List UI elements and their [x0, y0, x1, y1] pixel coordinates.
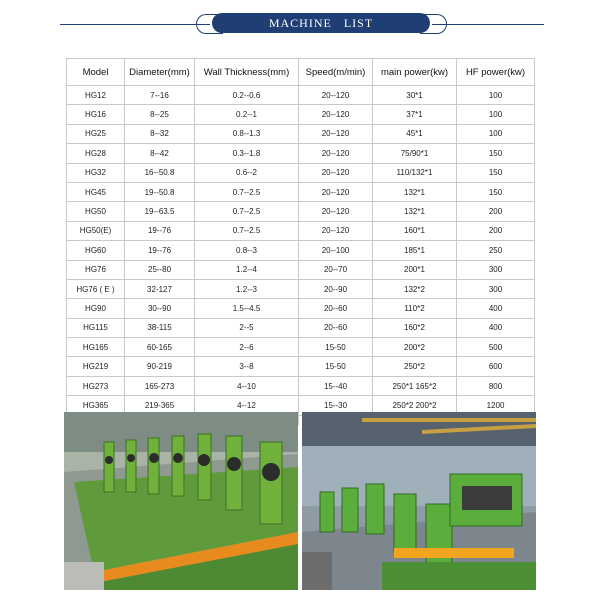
cell-hf-power: 600 — [457, 357, 535, 376]
cell-speed: 20--120 — [299, 124, 373, 143]
cell-diameter: 32-127 — [125, 279, 195, 298]
cell-wall-thickness: 0.2--0.6 — [195, 86, 299, 105]
cell-diameter: 16--50.8 — [125, 163, 195, 182]
col-header-model: Model — [67, 59, 125, 86]
mill-illustration-left — [64, 412, 298, 590]
col-header-hf-power: HF power(kw) — [457, 59, 535, 86]
cell-hf-power: 400 — [457, 318, 535, 337]
cell-hf-power: 150 — [457, 144, 535, 163]
cell-main-power: 30*1 — [373, 86, 457, 105]
table-row — [67, 182, 535, 201]
cell-wall-thickness: 0.7--2.5 — [195, 202, 299, 221]
cell-speed: 20--70 — [299, 260, 373, 279]
cell-diameter: 7--16 — [125, 86, 195, 105]
cell-speed: 20--120 — [299, 182, 373, 201]
cell-speed: 20--120 — [299, 163, 373, 182]
cell-model: HG32 — [67, 163, 125, 182]
cell-main-power: 132*2 — [373, 279, 457, 298]
table-header-row — [67, 59, 535, 86]
cell-diameter: 8--32 — [125, 124, 195, 143]
cell-model: HG76 — [67, 260, 125, 279]
cell-model: HG219 — [67, 357, 125, 376]
cell-speed: 20--120 — [299, 144, 373, 163]
cell-model: HG25 — [67, 124, 125, 143]
mill-photo-right — [302, 412, 536, 590]
table-row — [67, 86, 535, 105]
cell-wall-thickness: 0.6--2 — [195, 163, 299, 182]
cell-model: HG50(E) — [67, 221, 125, 240]
cell-speed: 20--120 — [299, 221, 373, 240]
cell-wall-thickness: 0.3--1.8 — [195, 144, 299, 163]
cell-speed: 15--30 — [299, 396, 373, 415]
cell-hf-power: 500 — [457, 338, 535, 357]
cell-speed: 15-50 — [299, 338, 373, 357]
cell-wall-thickness: 0.8--1.3 — [195, 124, 299, 143]
header-rule-right — [432, 24, 544, 25]
cell-main-power: 250*2 — [373, 357, 457, 376]
cell-model: HG165 — [67, 338, 125, 357]
cell-wall-thickness: 0.7--2.5 — [195, 182, 299, 201]
cell-main-power: 37*1 — [373, 105, 457, 124]
cell-wall-thickness: 0.2--1 — [195, 105, 299, 124]
cell-diameter: 19--76 — [125, 221, 195, 240]
cell-speed: 15-50 — [299, 357, 373, 376]
table-row — [67, 357, 535, 376]
cell-model: HG76 ( E ) — [67, 279, 125, 298]
cell-wall-thickness: 4--12 — [195, 396, 299, 415]
table-row — [67, 105, 535, 124]
cell-hf-power: 1200 — [457, 396, 535, 415]
cell-main-power: 45*1 — [373, 124, 457, 143]
cell-model: HG28 — [67, 144, 125, 163]
cell-hf-power: 400 — [457, 299, 535, 318]
cell-diameter: 19--50.8 — [125, 182, 195, 201]
cell-wall-thickness: 0.7--2.5 — [195, 221, 299, 240]
cell-main-power: 250*2 200*2 — [373, 396, 457, 415]
cell-diameter: 219-365 — [125, 396, 195, 415]
cell-model: HG273 — [67, 376, 125, 395]
cell-main-power: 200*1 — [373, 260, 457, 279]
cell-wall-thickness: 4--10 — [195, 376, 299, 395]
table-row — [67, 260, 535, 279]
cell-model: HG45 — [67, 182, 125, 201]
page-title: MACHINE LIST — [212, 13, 430, 33]
cell-main-power: 200*2 — [373, 338, 457, 357]
header-rule-left — [60, 24, 210, 25]
cell-model: HG60 — [67, 241, 125, 260]
cell-main-power: 160*2 — [373, 318, 457, 337]
cell-diameter: 19--63.5 — [125, 202, 195, 221]
cell-diameter: 25--80 — [125, 260, 195, 279]
cell-hf-power: 300 — [457, 260, 535, 279]
cell-wall-thickness: 2--5 — [195, 318, 299, 337]
cell-model: HG50 — [67, 202, 125, 221]
cell-model: HG12 — [67, 86, 125, 105]
cell-main-power: 110*2 — [373, 299, 457, 318]
mill-photo-left — [64, 412, 298, 590]
cell-diameter: 60-165 — [125, 338, 195, 357]
table-row — [67, 221, 535, 240]
cell-diameter: 19--76 — [125, 241, 195, 260]
cell-hf-power: 250 — [457, 241, 535, 260]
table-row — [67, 202, 535, 221]
table-body — [67, 86, 535, 425]
table-row — [67, 299, 535, 318]
cell-main-power: 132*1 — [373, 182, 457, 201]
cell-speed: 20--90 — [299, 279, 373, 298]
cell-model: HG115 — [67, 318, 125, 337]
cell-diameter: 165-273 — [125, 376, 195, 395]
cell-main-power: 110/132*1 — [373, 163, 457, 182]
cell-hf-power: 200 — [457, 202, 535, 221]
cell-model: HG16 — [67, 105, 125, 124]
cell-diameter: 30--90 — [125, 299, 195, 318]
cell-diameter: 38-115 — [125, 318, 195, 337]
cell-wall-thickness: 2--6 — [195, 338, 299, 357]
cell-hf-power: 800 — [457, 376, 535, 395]
cell-model: HG90 — [67, 299, 125, 318]
cell-wall-thickness: 0.8--3 — [195, 241, 299, 260]
col-header-speed: Speed(m/min) — [299, 59, 373, 86]
table-row — [67, 241, 535, 260]
cell-hf-power: 150 — [457, 182, 535, 201]
cell-speed: 20--100 — [299, 241, 373, 260]
cell-wall-thickness: 3--8 — [195, 357, 299, 376]
cell-diameter: 8--42 — [125, 144, 195, 163]
cell-speed: 15--40 — [299, 376, 373, 395]
cell-hf-power: 100 — [457, 105, 535, 124]
table-row — [67, 163, 535, 182]
cell-main-power: 132*1 — [373, 202, 457, 221]
cell-wall-thickness: 1.2--3 — [195, 279, 299, 298]
cell-wall-thickness: 1.5--4.5 — [195, 299, 299, 318]
cell-speed: 20--120 — [299, 105, 373, 124]
table-row — [67, 376, 535, 395]
cell-model: HG365 — [67, 396, 125, 415]
cell-main-power: 160*1 — [373, 221, 457, 240]
col-header-wall-thickness: Wall Thickness(mm) — [195, 59, 299, 86]
cell-hf-power: 200 — [457, 221, 535, 240]
cell-diameter: 90-219 — [125, 357, 195, 376]
cell-speed: 20--60 — [299, 299, 373, 318]
cell-hf-power: 150 — [457, 163, 535, 182]
cell-speed: 20--120 — [299, 86, 373, 105]
cell-main-power: 185*1 — [373, 241, 457, 260]
cell-main-power: 75/90*1 — [373, 144, 457, 163]
cell-hf-power: 100 — [457, 124, 535, 143]
table-row — [67, 338, 535, 357]
cell-main-power: 250*1 165*2 — [373, 376, 457, 395]
cell-hf-power: 100 — [457, 86, 535, 105]
table-row — [67, 124, 535, 143]
machine-spec-table — [66, 58, 535, 425]
mill-illustration-right — [302, 412, 536, 590]
table-row — [67, 318, 535, 337]
col-header-main-power: main power(kw) — [373, 59, 457, 86]
col-header-diameter: Diameter(mm) — [125, 59, 195, 86]
cell-wall-thickness: 1.2--4 — [195, 260, 299, 279]
cell-speed: 20--120 — [299, 202, 373, 221]
table-row — [67, 279, 535, 298]
table-row — [67, 144, 535, 163]
cell-speed: 20--60 — [299, 318, 373, 337]
cell-hf-power: 300 — [457, 279, 535, 298]
cell-diameter: 8--25 — [125, 105, 195, 124]
